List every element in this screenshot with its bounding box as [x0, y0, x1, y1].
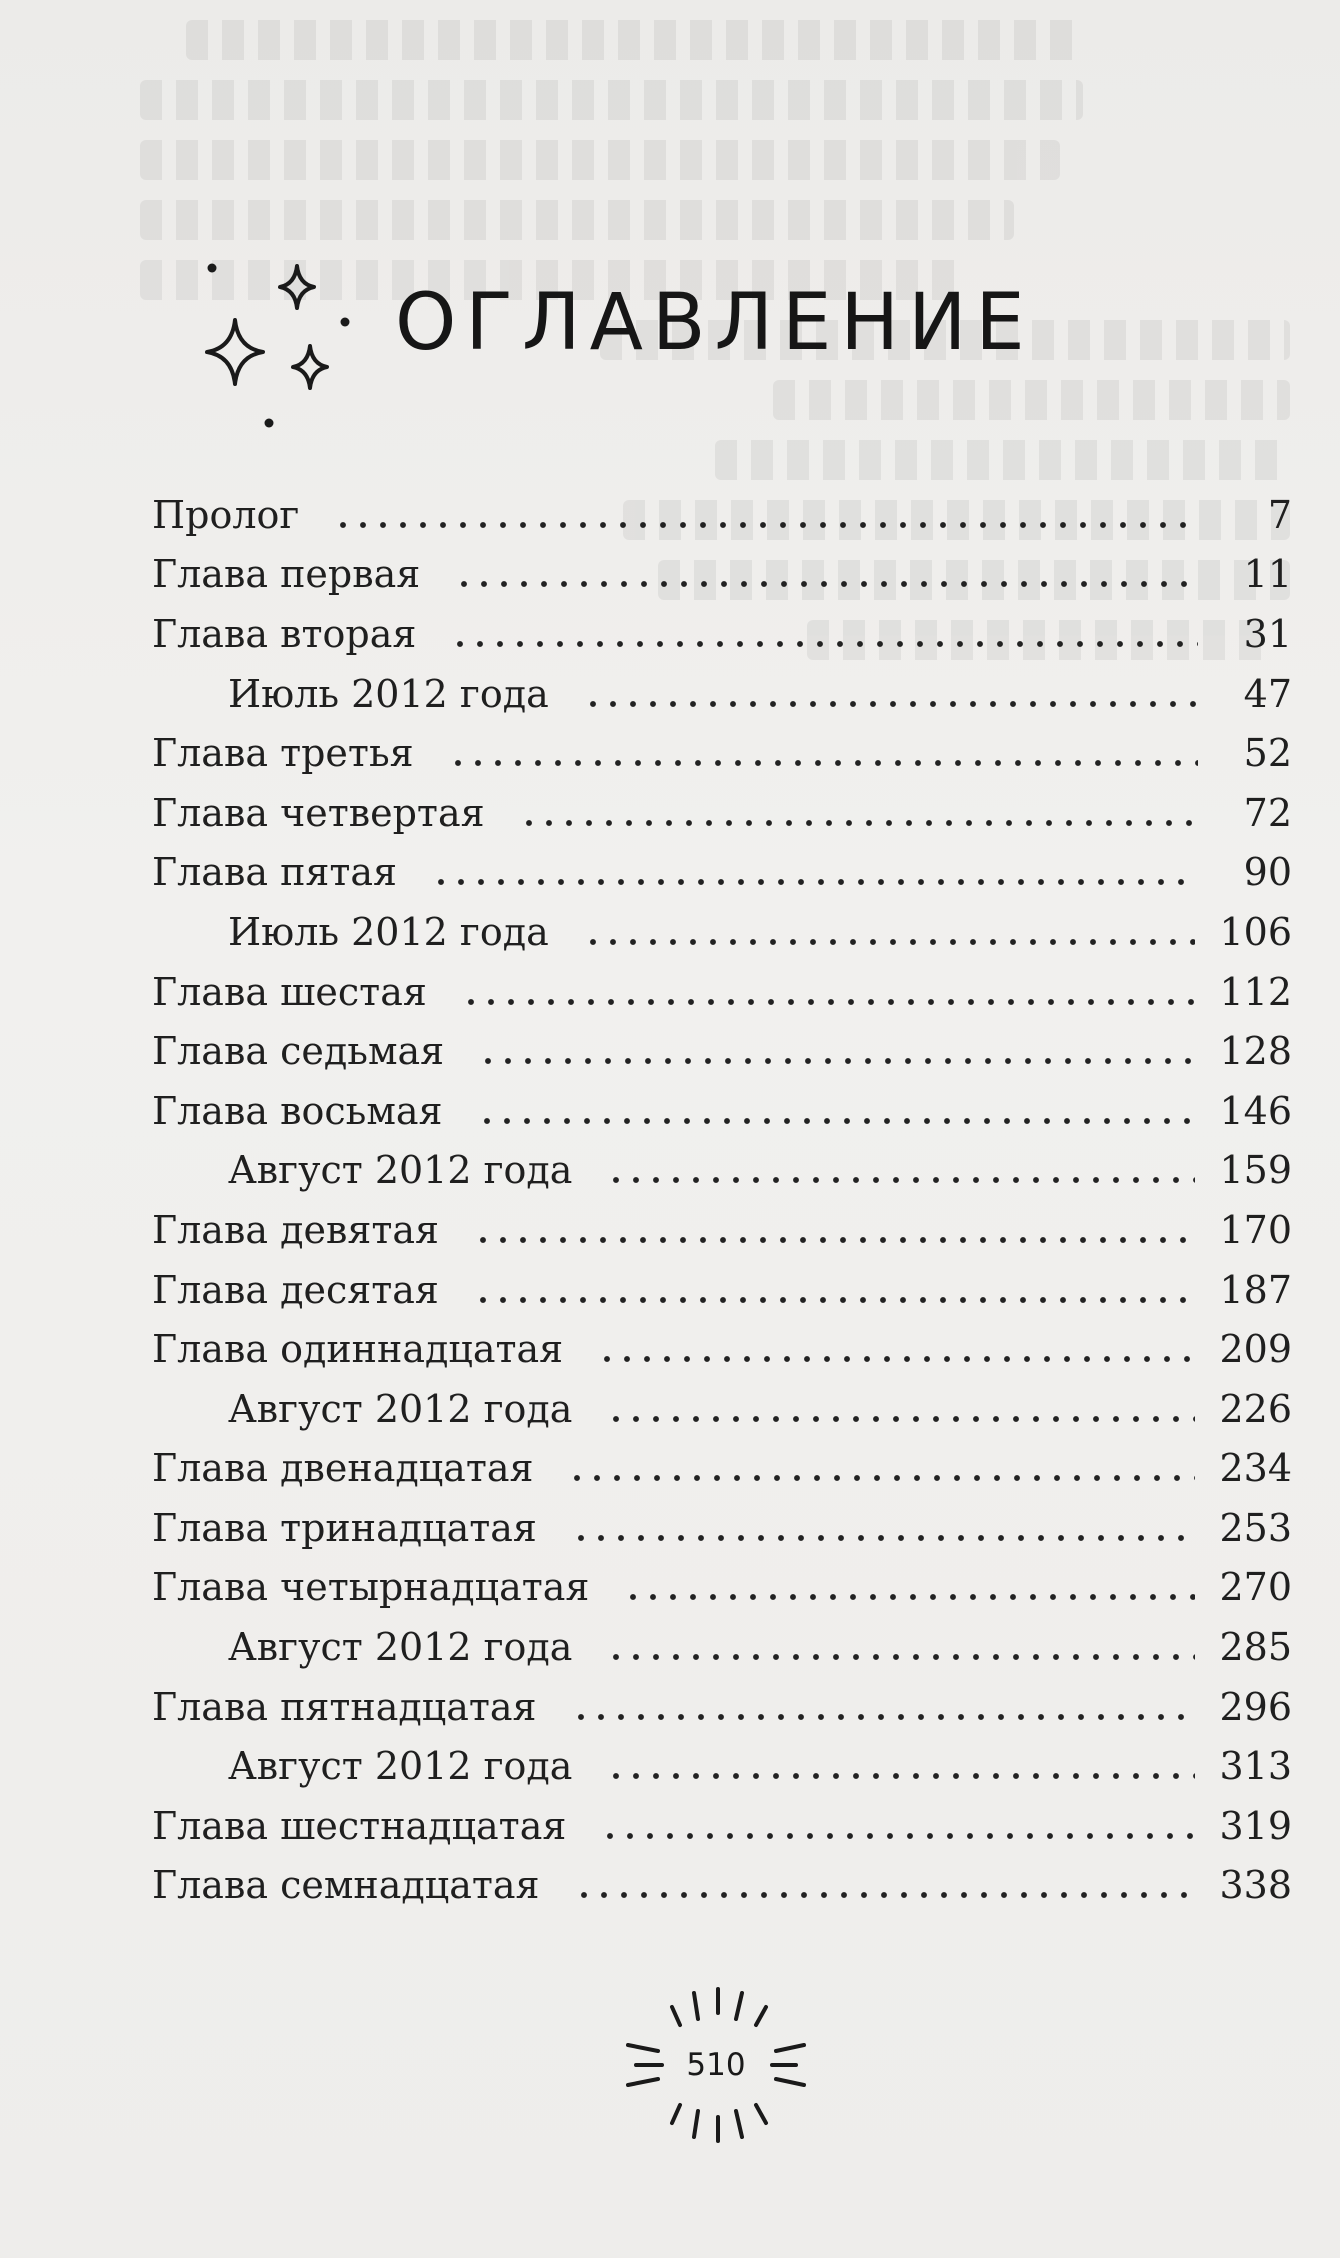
dot-leader — [450, 636, 1198, 652]
dot-leader — [448, 755, 1198, 771]
toc-entry-page: 313 — [1219, 1744, 1292, 1789]
toc-entry-label: Глава тринадцатая — [152, 1505, 537, 1550]
dot-leader — [606, 1172, 1195, 1188]
dot-leader — [461, 994, 1196, 1010]
toc-entry-label: Глава вторая — [152, 611, 417, 656]
dot-leader — [477, 1113, 1196, 1129]
toc-entry-label: Глава четвертая — [152, 790, 485, 835]
toc-entry-label: Глава пятнадцатая — [152, 1684, 537, 1729]
toc-subentry[interactable] — [152, 1617, 1292, 1677]
dot-leader — [473, 1292, 1196, 1308]
dot-leader — [597, 1351, 1195, 1367]
dot-leader — [606, 1411, 1195, 1427]
toc-entry-page: 72 — [1243, 790, 1292, 835]
dot-leader — [519, 815, 1198, 831]
toc-entry-page: 106 — [1219, 909, 1292, 954]
toc-subentry[interactable] — [152, 1736, 1292, 1796]
toc-entry-label: Глава седьмая — [152, 1029, 445, 1074]
dot-leader — [574, 1887, 1196, 1903]
toc-entry-label: Глава первая — [152, 552, 421, 597]
toc-entry-label: Глава восьмая — [152, 1088, 443, 1133]
toc-entry-page: 285 — [1219, 1625, 1292, 1670]
toc-entry-label: Июль 2012 года — [228, 909, 549, 954]
toc-entry-page: 52 — [1243, 731, 1292, 776]
toc-entry-page: 7 — [1267, 492, 1292, 537]
dot-leader — [473, 1232, 1195, 1248]
toc-entry[interactable] — [152, 1319, 1292, 1379]
toc-header — [190, 250, 1190, 450]
toc-entry-page: 234 — [1219, 1446, 1292, 1491]
toc-entry[interactable] — [152, 1081, 1292, 1141]
toc-entry[interactable] — [152, 1439, 1292, 1499]
toc-entry-label: Глава третья — [152, 731, 414, 776]
toc-entry[interactable] — [152, 545, 1292, 605]
page-footer — [622, 1985, 810, 2145]
dot-leader — [478, 1053, 1195, 1069]
toc-entry-label: Глава шестнадцатая — [152, 1803, 567, 1848]
toc-subentry[interactable] — [152, 1379, 1292, 1439]
toc-entry[interactable] — [152, 1200, 1292, 1260]
dot-leader — [606, 1649, 1195, 1665]
toc-entry-page: 270 — [1219, 1565, 1292, 1610]
toc-entry[interactable] — [152, 485, 1292, 545]
toc-entry-page: 253 — [1219, 1505, 1292, 1550]
toc-entry-page: 128 — [1219, 1029, 1292, 1074]
toc-entry-page: 296 — [1219, 1684, 1292, 1729]
toc-subentry[interactable] — [152, 664, 1292, 724]
toc-entry-label: Глава четырнадцатая — [152, 1565, 590, 1610]
toc-entry-page: 159 — [1219, 1148, 1292, 1193]
toc-entry-label: Глава девятая — [152, 1207, 439, 1252]
toc-entry-page: 31 — [1243, 611, 1292, 656]
toc-subentry[interactable] — [152, 1141, 1292, 1201]
toc-entry-page: 170 — [1219, 1207, 1292, 1252]
toc-entry-label: Август 2012 года — [228, 1625, 573, 1670]
dot-leader — [431, 874, 1198, 890]
toc-entry-page: 11 — [1243, 552, 1292, 597]
toc-entry-label: Глава двенадцатая — [152, 1446, 534, 1491]
toc-entry[interactable] — [152, 843, 1292, 903]
toc-entry-page: 47 — [1243, 671, 1292, 716]
toc-entry-label: Глава семнадцатая — [152, 1863, 540, 1908]
toc-entry-page: 226 — [1219, 1386, 1292, 1431]
toc-entry-page: 146 — [1219, 1088, 1292, 1133]
toc-entry-label: Август 2012 года — [228, 1744, 573, 1789]
toc-entry-label: Глава десятая — [152, 1267, 439, 1312]
sparkles-icon — [190, 250, 360, 440]
dot-leader — [600, 1828, 1195, 1844]
table-of-contents — [152, 485, 1292, 1915]
toc-entry-page: 112 — [1219, 969, 1292, 1014]
toc-entry-label: Август 2012 года — [228, 1148, 573, 1193]
toc-entry[interactable] — [152, 604, 1292, 664]
toc-entry[interactable] — [152, 1796, 1292, 1856]
toc-entry-page: 90 — [1243, 850, 1292, 895]
page-title: ОГЛАВЛЕНИЕ — [395, 278, 1034, 368]
toc-entry-label: Пролог — [152, 492, 300, 537]
toc-entry-label: Глава пятая — [152, 850, 398, 895]
dot-leader — [454, 576, 1198, 592]
dot-leader — [606, 1768, 1195, 1784]
dot-leader — [567, 1470, 1195, 1486]
dot-leader — [623, 1589, 1195, 1605]
toc-entry-label: Август 2012 года — [228, 1386, 573, 1431]
dot-leader — [583, 696, 1198, 712]
toc-entry-page: 209 — [1219, 1327, 1292, 1372]
dot-leader — [571, 1709, 1196, 1725]
toc-entry[interactable] — [152, 1677, 1292, 1737]
toc-entry[interactable] — [152, 723, 1292, 783]
toc-entry[interactable] — [152, 1021, 1292, 1081]
toc-entry-label: Глава шестая — [152, 969, 427, 1014]
toc-entry[interactable] — [152, 1856, 1292, 1916]
toc-entry[interactable] — [152, 1260, 1292, 1320]
toc-entry-page: 319 — [1219, 1803, 1292, 1848]
toc-entry-page: 338 — [1219, 1863, 1292, 1908]
toc-subentry[interactable] — [152, 902, 1292, 962]
dot-leader — [571, 1530, 1196, 1546]
toc-entry[interactable] — [152, 783, 1292, 843]
toc-entry-label: Июль 2012 года — [228, 671, 549, 716]
toc-entry-page: 187 — [1219, 1267, 1292, 1312]
page-number: 510 — [686, 2047, 746, 2083]
toc-entry[interactable] — [152, 962, 1292, 1022]
toc-entry[interactable] — [152, 1558, 1292, 1618]
toc-entry-label: Глава одиннадцатая — [152, 1327, 564, 1372]
dot-leader — [583, 934, 1196, 950]
dot-leader — [333, 517, 1198, 533]
toc-entry[interactable] — [152, 1498, 1292, 1558]
